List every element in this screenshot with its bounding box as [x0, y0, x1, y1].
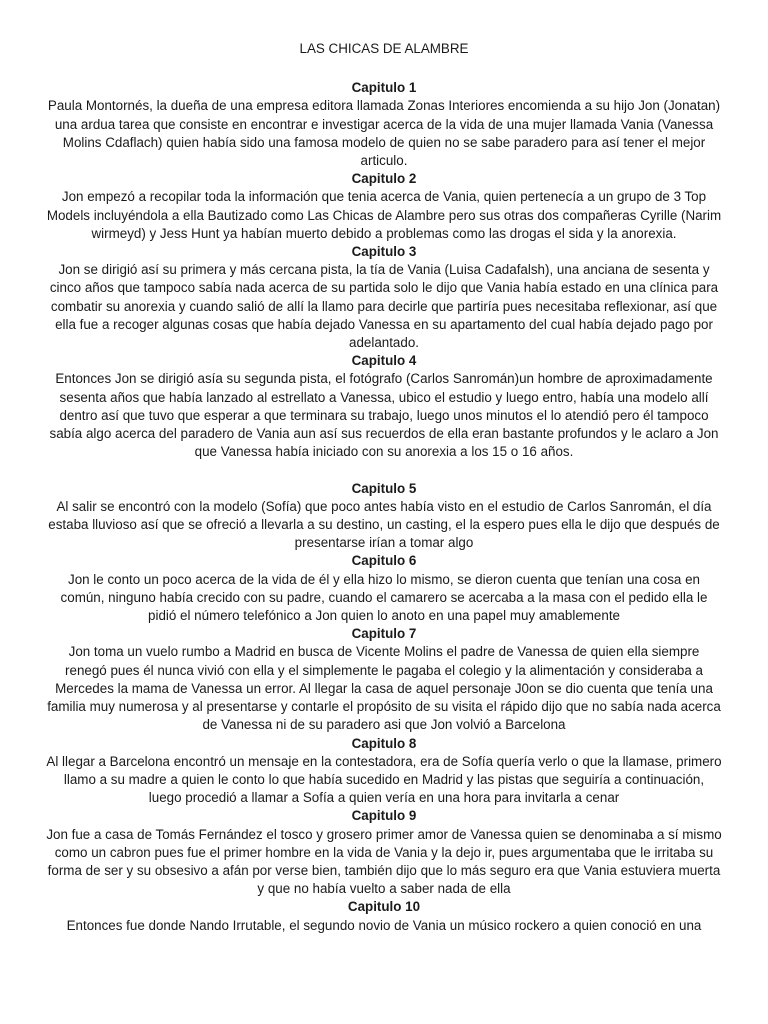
- chapter-8: [46, 735, 722, 808]
- chapter-heading: Capitulo 7: [351, 626, 417, 642]
- document-title: LAS CHICAS DE ALAMBRE: [299, 41, 469, 56]
- chapter-heading: Capitulo 9: [351, 808, 417, 824]
- chapter-heading: Capitulo 3: [351, 244, 417, 260]
- chapter-body: Paula Montornés, la dueña de una empresa editora llamada Zonas Interiores encomienda a su hijo Jon (Jonatan) una ardua tarea que consiste en encontrar e investigar acerca de la vida de una mujer llamada Vania (Vanessa Molins Cdaflach) quien había sido una famosa modelo de quien no se sabe paradero para así tener el mejor articulo.: [47, 98, 721, 169]
- chapter-body: Jon le conto un poco acerca de la vida de él y ella hizo lo mismo, se dieron cuenta que tenían una cosa en común, ninguno había crecido con su padre, cuando el camarero se acercaba a la masa con el pedido ella le pidió el número telefónico a Jon quien lo anoto en una papel muy amablemente: [60, 571, 708, 624]
- chapter-heading: Capitulo 5: [351, 480, 417, 496]
- chapter-heading: Capitulo 4: [351, 353, 417, 369]
- chapter-9: [46, 807, 722, 898]
- chapter-body: Al llegar a Barcelona encontró un mensaje en la contestadora, era de Sofía quería verlo o que la llamase, primero llamo a su madre a quien le conto lo que había sucedido en Madrid y las pistas que seguiría a continuación, luego procedió a llamar a Sofía a quien vería en una hora para invitarla a cenar: [46, 753, 722, 806]
- chapter-body: Entonces fue donde Nando Irrutable, el segundo novio de Vania un músico rockero a quien conoció en una: [66, 917, 702, 933]
- chapter-7: [46, 625, 722, 734]
- chapter-heading: Capitulo 1: [351, 80, 417, 96]
- chapter-heading: Capitulo 10: [347, 899, 421, 915]
- chapter-body: Jon empezó a recopilar toda la información que tenia acerca de Vania, quien pertenecía a un grupo de 3 Top Models incluyéndola a ella Bautizado como Las Chicas de Alambre pero sus otras dos compañeras Cyrille (Narim wirmeyd) y Jess Hunt ya habían muerto debido a problemas como las drogas el sida y la anorexia.: [46, 189, 722, 241]
- chapter-body: Jon toma un vuelo rumbo a Madrid en busca de Vicente Molins el padre de Vanessa de quien ella siempre renegó pues él nunca vivió con ella y el simplemente le pagaba el colegio y la alimentación y consideraba a Mercedes la mama de Vanessa un error. Al llegar la casa de aquel personaje J0on se dio cuenta que tenía una familia muy numerosa y al presentarse y contarle el propósito de su visita el rápido dijo que no sabía nada acerca de Vanessa ni de su paradero asi que Jon volvió a Barcelona: [47, 644, 721, 733]
- chapter-4: [46, 352, 722, 461]
- chapter-1: [46, 79, 722, 170]
- chapter-body: Jon se dirigió así su primera y más cercana pista, la tía de Vania (Luisa Cadafalsh), una anciana de sesenta y cinco años que tampoco sabía nada acerca de su partida solo le dijo que Vania había estado en una clínica para combatir su anorexia y cuando salió de allí la llamo para decirle que partiría pues necesitaba reflexionar, así que ella fue a recoger algunas cosas que había dejado Vanessa en su apartamento del cual había dejado pago por adelantado.: [49, 262, 719, 351]
- chapter-10: [46, 898, 722, 934]
- chapter-6: [46, 552, 722, 625]
- chapter-heading: Capitulo 8: [351, 735, 417, 751]
- chapter-heading: Capitulo 6: [351, 553, 417, 569]
- chapter-2: [46, 170, 722, 243]
- chapter-3: [46, 243, 722, 352]
- chapter-body: Entonces Jon se dirigió asía su segunda pista, el fotógrafo (Carlos Sanromán)un hombre de aproximadamente sesenta años que había lanzado al estrellato a Vanessa, ubico el estudio y luego entro, había una modelo allí dentro así que tuvo que esperar a que terminara su trabajo, luego unos minutos el lo atendió pero él tampoco sabía algo acerca del paradero de Vania aun así sus recuerdos de ella eran bastante profundos y le aclaro a Jon que Vanessa había iniciado con su anorexia a los 15 o 16 años.: [49, 371, 719, 460]
- chapter-body: Al salir se encontró con la modelo (Sofía) que poco antes había visto en el estudio de Carlos Sanromán, el día estaba lluvioso así que se ofreció a llevarla a su destino, un casting, el la espero pues ella le dijo que después de presentarse irían a tomar algo: [48, 498, 720, 551]
- chapter-body: Jon fue a casa de Tomás Fernández el tosco y grosero primer amor de Vanessa quien se denominaba a sí mismo como un cabron pues fue el primer hombre en la vida de Vania y la dejo ir, pues argumentaba que le irritaba su forma de ser y su obsesivo a afán por verse bien, también dijo que lo más seguro era que Vania estuviera muerta y que no había vuelto a saber nada de ella: [46, 826, 722, 897]
- chapter-heading: Capitulo 2: [351, 171, 417, 187]
- chapter-5: [46, 480, 722, 553]
